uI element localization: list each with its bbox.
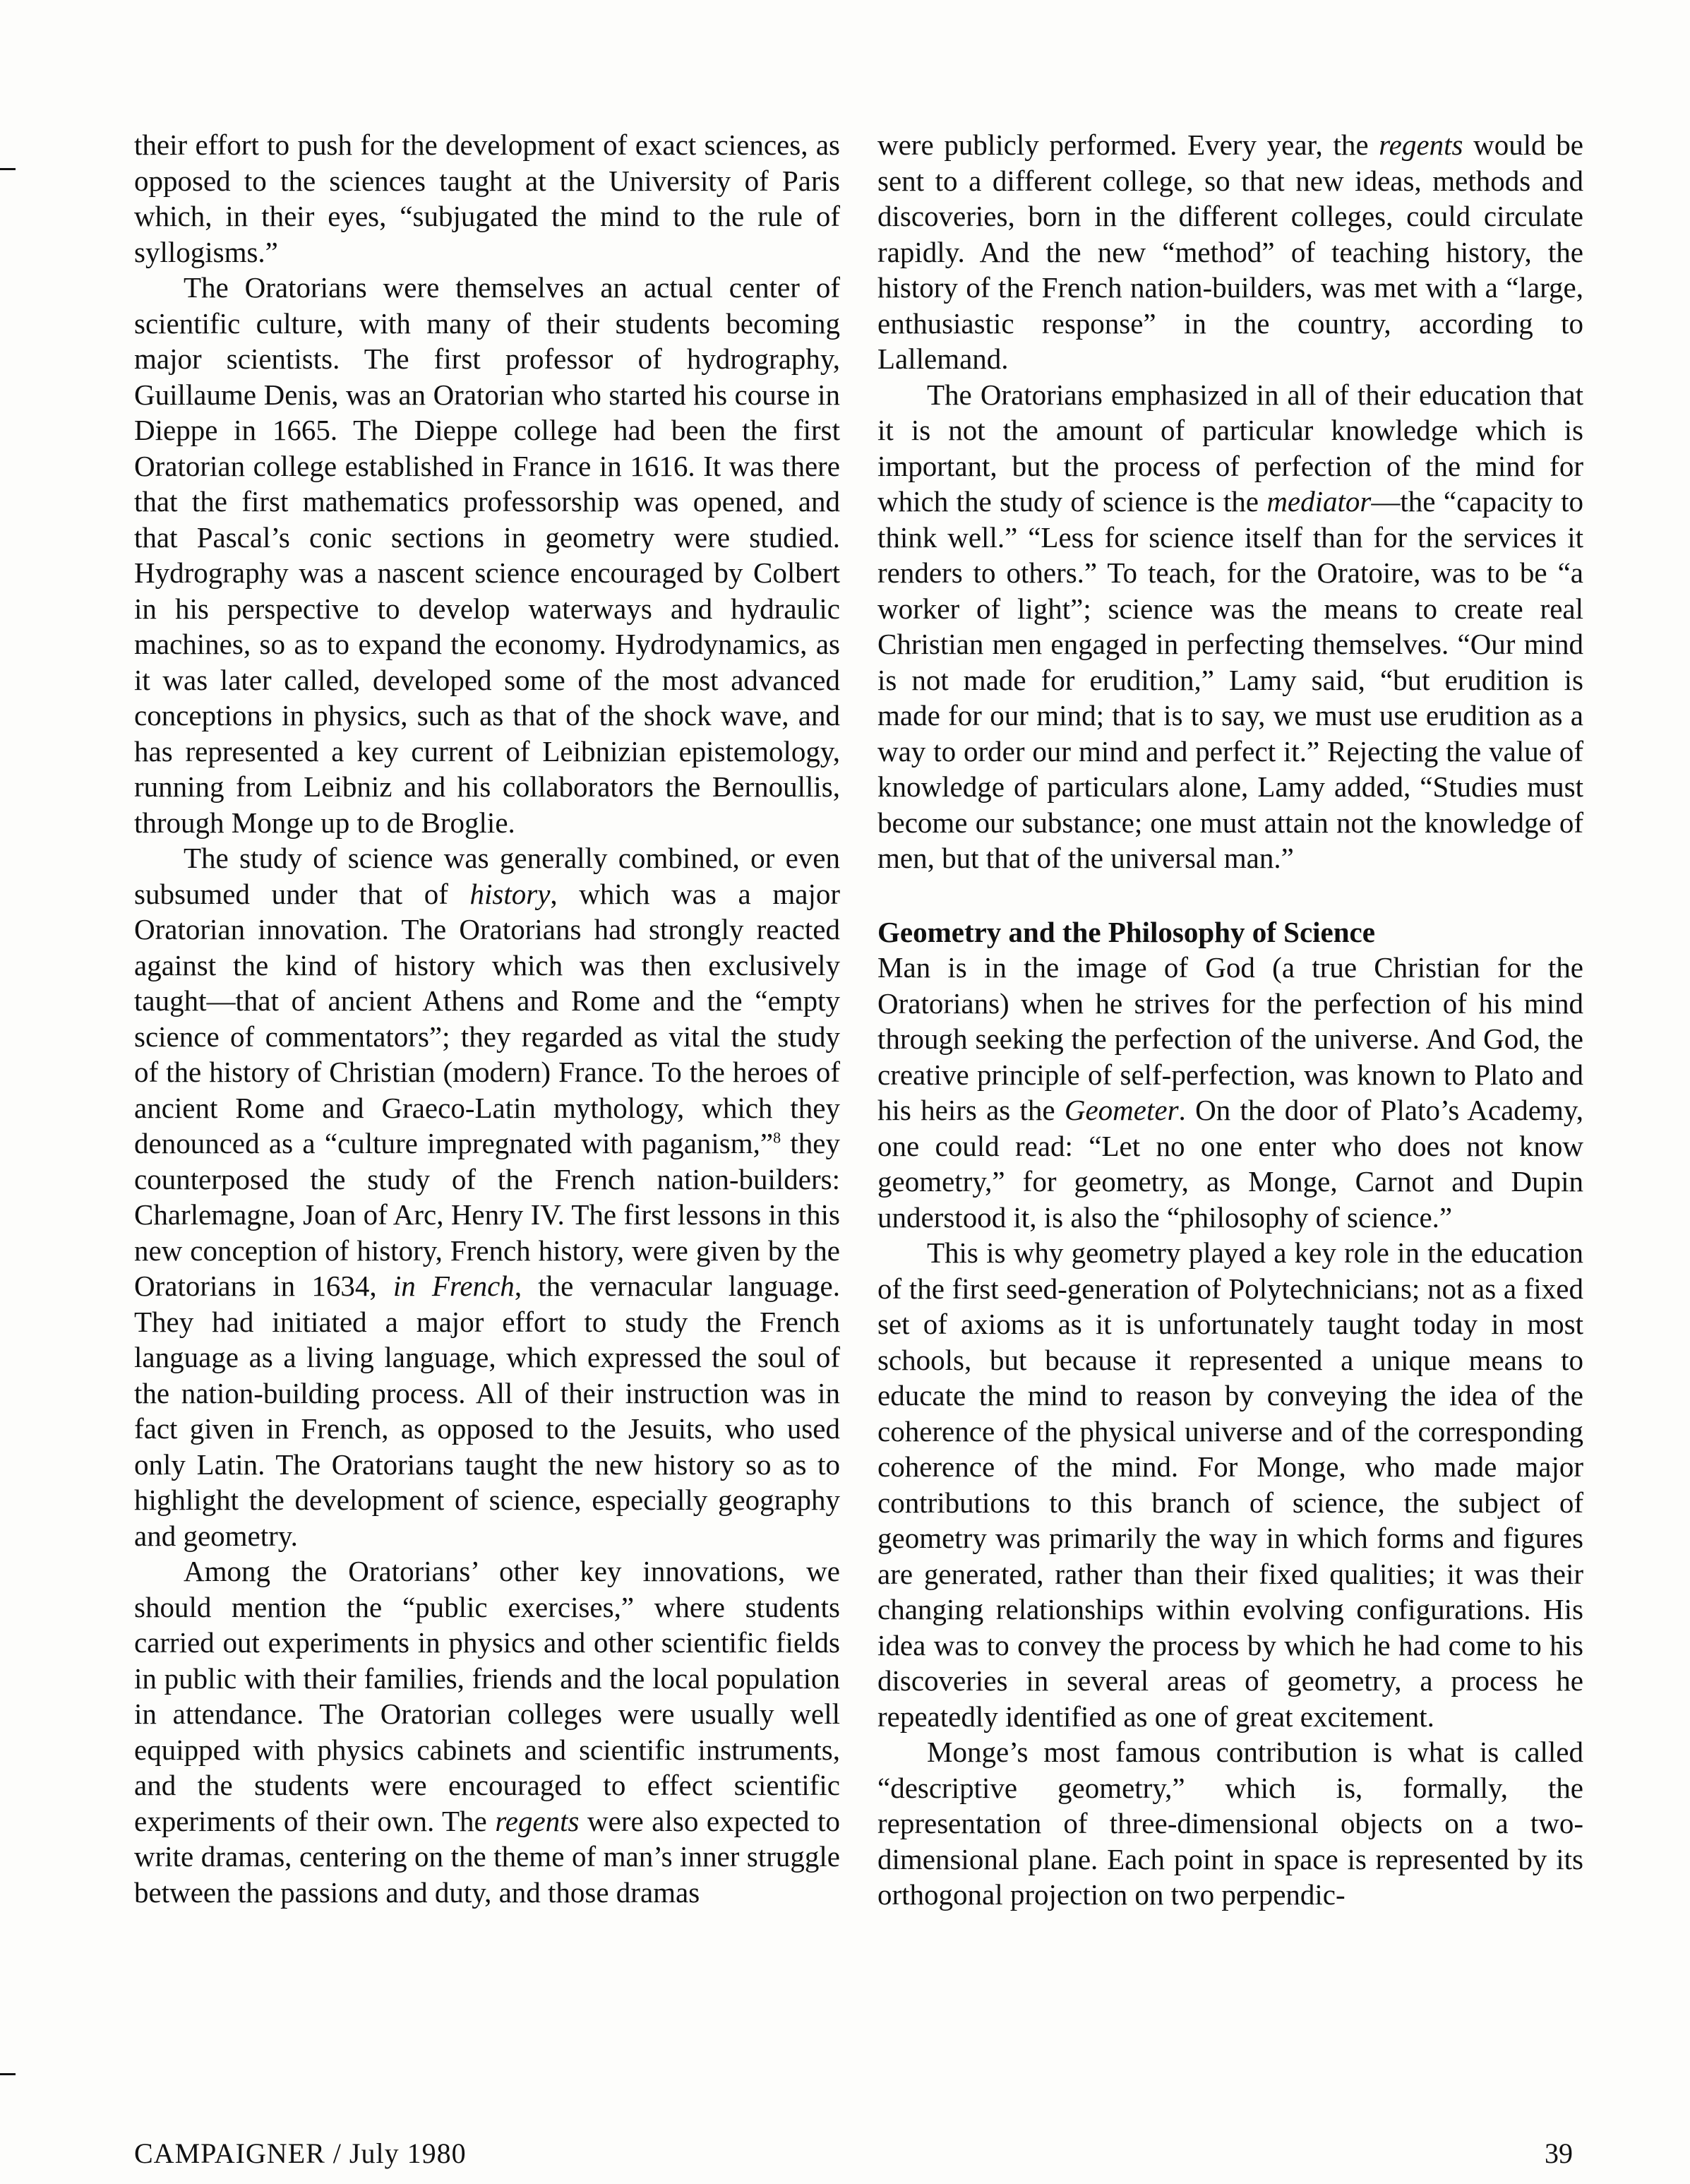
publication-footer: CAMPAIGNER / July 1980 <box>134 2137 467 2169</box>
margin-mark-top <box>0 168 16 170</box>
text: were publicly performed. Every year, the <box>877 129 1379 161</box>
footnote-marker: 8 <box>773 1128 781 1147</box>
text: they counterposed the study of the French nation-builders: Charlemagne, Joan of Arc, Henry IV. The first lessons in this new conception of history, French history, were given by the Oratorians in 1634, <box>134 1127 840 1302</box>
margin-mark-bottom <box>0 2073 16 2075</box>
paragraph <box>877 950 1583 1235</box>
emphasis: regents <box>495 1804 580 1837</box>
text: would be sent to a different college, so that new ideas, methods and discoveries, born in the different colleges, could circulate rapidly. And the new “method” of teaching history, the history of the French nation-builders, was met with a “large, enthusiastic response” in the country, according to Lallemand. <box>877 129 1583 375</box>
text: were also expected to write dramas, centering on the theme of man’s inner struggle between the passions and duty, and those dramas <box>134 1804 840 1909</box>
emphasis: mediator <box>1266 485 1372 518</box>
left-column <box>134 127 840 1910</box>
paragraph <box>877 377 1583 876</box>
text: —the “capacity to think well.” “Less for science itself than for the services it renders to others.” To teach, for the Oratoire, was to be “a worker of light”; science was the means to create real Christian men engaged in perfecting themselves. “Our mind is not made for erudition,” Lamy said, “but erudition is made for our mind; that is to say, we must use erudition as a way to order our mind and perfect it.” Rejecting the value of knowledge of particulars alone, Lamy added, “Studies must become our substance; one must attain not the knowledge of men, but that of the universal man.” <box>877 485 1583 874</box>
paragraph: Monge’s most famous contribution is what is called “descriptive geometry,” which is, formally, the representation of three-dimensional objects on a two-dimensional plane. Each point in space is represented by its orthogonal projection on two perpendic- <box>877 1736 1583 1911</box>
text: Man is in the image of God (a true Christian for the Oratorians) when he strives for the perfection of his mind through seeking the perfection of the universe. And God, the creative principle of self-perfection, was known to Plato and his heirs as the <box>877 951 1583 1126</box>
paragraph: The Oratorians were themselves an actual center of scientific culture, with many of their students becoming major scientists. The first professor of hydrography, Guillaume Denis, was an Oratorian who started his course in Dieppe in 1665. The Dieppe college had been the first Oratorian college established in France in 1616. It was there that the first mathematics professorship was opened, and that Pascal’s conic sections in geometry were studied. Hydrography was a nascent science encouraged by Colbert in his perspective to develop waterways and hydraulic machines, so as to expand the economy. Hydrodynamics, as it was later called, developed some of the most advanced conceptions in physics, such as that of the shock wave, and has represented a key current of Leibnizian epistemology, running from Leibniz and his collaborators the Bernoullis, through Monge up to de Broglie. <box>134 271 840 839</box>
paragraph: This is why geometry played a key role in the education of the first seed-generation of Polytechnicians; not as a fixed set of axioms as it is unfortunately taught today in most schools, but because it represented a unique means to educate the mind to reason by conveying the idea of the coherence of the physical universe and of the corresponding coherence of the mind. For Monge, who made major contributions to this branch of science, the subject of geometry was primarily the way in which forms and figures are generated, rather than their fixed qualities; it was their changing relationships within evolving configurations. His idea was to convey the process by which he had come to his discoveries in several areas of geometry, a process he repeatedly identified as one of great excitement. <box>877 1236 1583 1733</box>
text: , which was a major Oratorian innovation. The Oratorians had strongly reacted against the kind of history which was then exclusively taught—that of ancient Athens and Rome and the “empty science of commentators”; they regarded as vital the study of the history of Christian (modern) France. To the heroes of ancient Rome and Graeco-Latin mythology, which they denounced as a “culture impregnated with paganism,” <box>134 877 840 1159</box>
text: Among the Oratorians’ other key innovations, we should mention the “public exercises,” where students carried out experiments in physics and other scientific fields in public with their families, friends and the local population in attendance. The Oratorian colleges were usually well equipped with physics cabinets and scientific instruments, and the students were encouraged to effect scientific experiments of their own. The <box>134 1555 840 1837</box>
text: , the vernacular language. They had initiated a major effort to study the French language as a living language, which expressed the soul of the nation-building process. All of their instruction was in fact given in French, as opposed to the Jesuits, who used only Latin. The Oratorians taught the new history so as to highlight the development of science, especially geography and geometry. <box>134 1270 841 1552</box>
page-number: 39 <box>1545 2137 1573 2169</box>
paragraph: their effort to push for the development of exact sciences, as opposed to the sciences taught at the University of Paris which, in their eyes, “subjugated the mind to the rule of syllogisms.” <box>134 129 840 268</box>
text: The study of science was generally combined, or even subsumed under that of <box>134 842 840 910</box>
right-column <box>877 127 1583 1913</box>
emphasis: in French <box>392 1270 515 1302</box>
text: . On the door of Plato’s Academy, one could read: “Let no one enter who does not know geometry,” for geometry, as Monge, Carnot and Dupin understood it, is also the “philosophy of science.” <box>877 1094 1583 1234</box>
emphasis: regents <box>1379 129 1463 161</box>
emphasis: Geometer <box>1064 1094 1179 1126</box>
paragraph <box>134 840 840 1553</box>
paragraph <box>877 127 1583 377</box>
paragraph <box>134 1553 840 1910</box>
section-heading: Geometry and the Philosophy of Science <box>877 915 1375 948</box>
text: The Oratorians emphasized in all of their education that it is not the amount of particular knowledge which is important, but the process of perfection of the mind for which the study of science is the <box>877 378 1583 518</box>
emphasis: history <box>469 877 551 910</box>
